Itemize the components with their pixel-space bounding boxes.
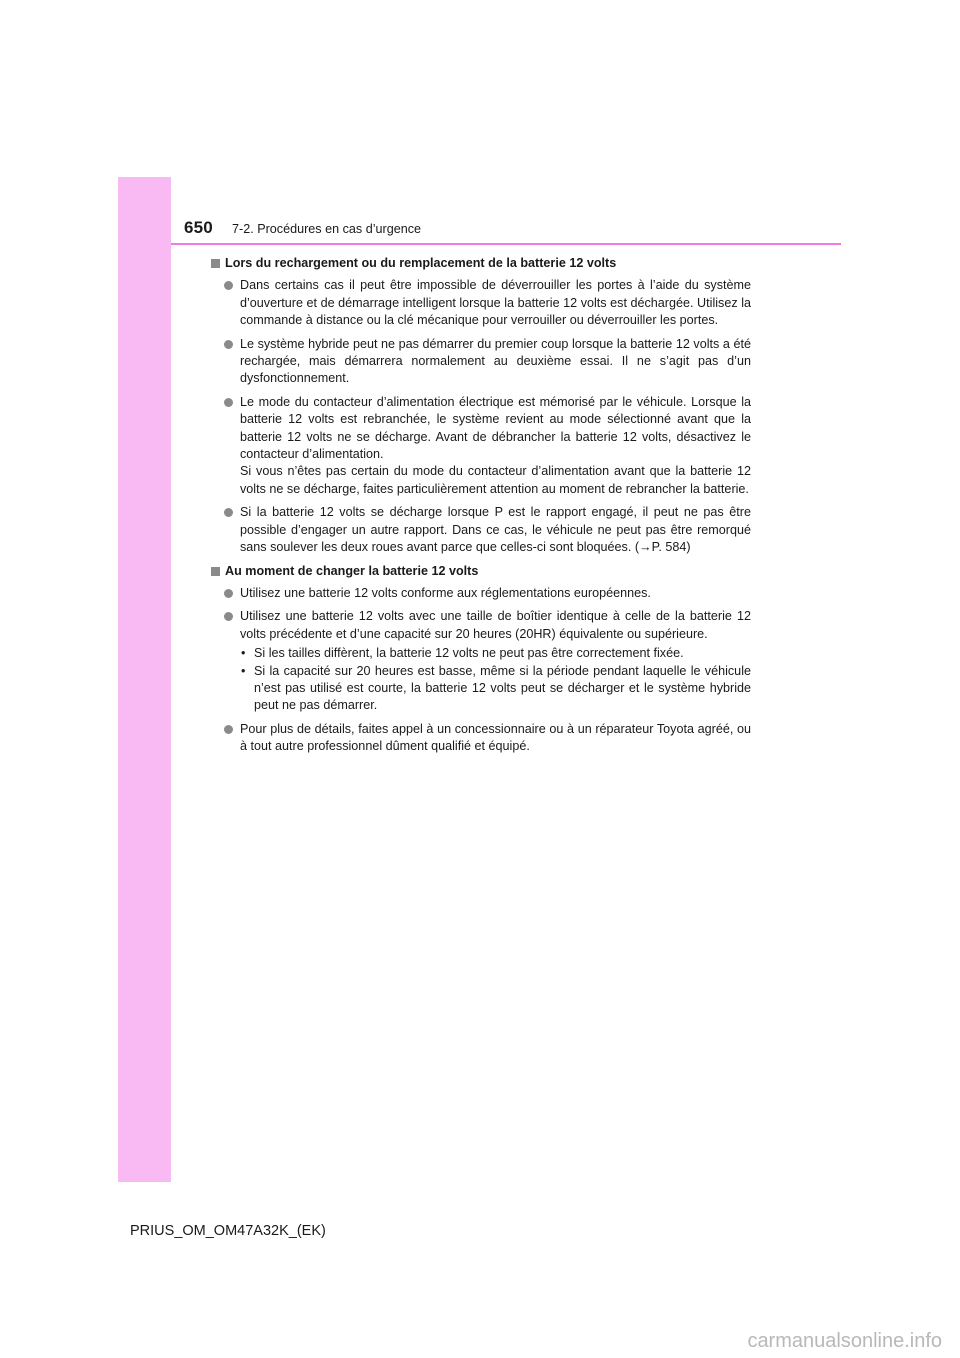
sub-list-item bbox=[240, 645, 751, 662]
sub-list bbox=[240, 645, 751, 715]
list-item bbox=[211, 277, 751, 329]
paragraph: Le système hybride peut ne pas démarrer du premier coup lorsque la batterie 12 volts a été rechargée, mais démarrera normalement au deuxième essai. Il ne s’agit pas d’un dysfonctionnement. bbox=[240, 336, 751, 386]
paragraph: Utilisez une batterie 12 volts conforme aux réglementations européennes. bbox=[240, 585, 651, 600]
document-code: PRIUS_OM_OM47A32K_(EK) bbox=[130, 1223, 326, 1239]
circle-bullet-icon bbox=[224, 612, 233, 621]
circle-bullet-icon bbox=[224, 340, 233, 349]
section-heading bbox=[211, 563, 751, 580]
paragraph: Utilisez une batterie 12 volts avec une taille de boîtier identique à celle de la batterie 12 volts précédente et d’une capacité sur 20 heures (20HR) équivalente ou supérieure. bbox=[240, 609, 751, 641]
circle-bullet-icon bbox=[224, 725, 233, 734]
section-heading bbox=[211, 255, 751, 272]
section-heading-text: Au moment de changer la batterie 12 volts bbox=[225, 563, 479, 578]
list-item bbox=[211, 608, 751, 714]
list-item bbox=[211, 394, 751, 498]
square-bullet-icon bbox=[211, 567, 220, 576]
paragraph: Si la batterie 12 volts se décharge lorsque P est le rapport engagé, il peut ne pas être possible d’engager un autre rapport. Dans ce cas, le véhicule ne peut pas être remorqué sans soulever les deux roues avant parce que celles-ci sont bloquées. (→P. 584) bbox=[240, 505, 751, 555]
list-item bbox=[211, 585, 751, 602]
circle-bullet-icon bbox=[224, 281, 233, 290]
list-item bbox=[211, 336, 751, 388]
chapter-title: 7-2. Procédures en cas d’urgence bbox=[232, 222, 422, 236]
page-sidebar-tab bbox=[118, 177, 171, 1182]
page-number: 650 bbox=[184, 218, 213, 237]
paragraph: Le mode du contacteur d’alimentation électrique est mémorisé par le véhicule. Lorsque la batterie 12 volts est rebranchée, le système revient au mode sélectionné avant que la batterie 12 volts ne se décharge. Avant de débrancher la batterie 12 volts, désactivez le contacteur d’alimentation. bbox=[240, 394, 751, 462]
sub-list-item bbox=[240, 663, 751, 715]
paragraph: Pour plus de détails, faites appel à un concessionnaire ou à un réparateur Toyota agréé, ou à tout autre professionnel dûment qualifié et équipé. bbox=[240, 721, 751, 754]
dot-bullet-icon: • bbox=[241, 646, 246, 661]
list-item bbox=[211, 504, 751, 556]
circle-bullet-icon bbox=[224, 398, 233, 407]
list-item bbox=[211, 721, 751, 756]
header-rule bbox=[171, 243, 841, 245]
section-heading-text: Lors du rechargement ou du remplacement de la batterie 12 volts bbox=[225, 256, 617, 270]
circle-bullet-icon bbox=[224, 589, 233, 598]
sub-list-text: Si les tailles diffèrent, la batterie 12 volts ne peut pas être correctement fixée. bbox=[254, 646, 684, 661]
square-bullet-icon bbox=[211, 259, 220, 268]
paragraph: Dans certains cas il peut être impossible de déverrouiller les portes à l’aide du système d’ouverture et de démarrage intelligent lorsque la batterie 12 volts est déchargée. Utilisez la commande à distance ou la clé mécanique pour verrouiller ou déverrouiller les portes. bbox=[240, 278, 751, 328]
page-content bbox=[211, 255, 751, 762]
circle-bullet-icon bbox=[224, 508, 233, 517]
dot-bullet-icon: • bbox=[241, 663, 246, 678]
paragraph: Si vous n’êtes pas certain du mode du contacteur d’alimentation avant que la batterie 12 volts ne se décharge, faites particulièrement attention au moment de rebrancher la batterie. bbox=[240, 464, 751, 496]
watermark: carmanualsonline.info bbox=[747, 1330, 942, 1352]
sub-list-text: Si la capacité sur 20 heures est basse, même si la période pendant laquelle le véhicule n’est pas utilisé est courte, la batterie 12 volts peut se décharger et le système hybride peut ne pas démarrer. bbox=[254, 663, 751, 713]
